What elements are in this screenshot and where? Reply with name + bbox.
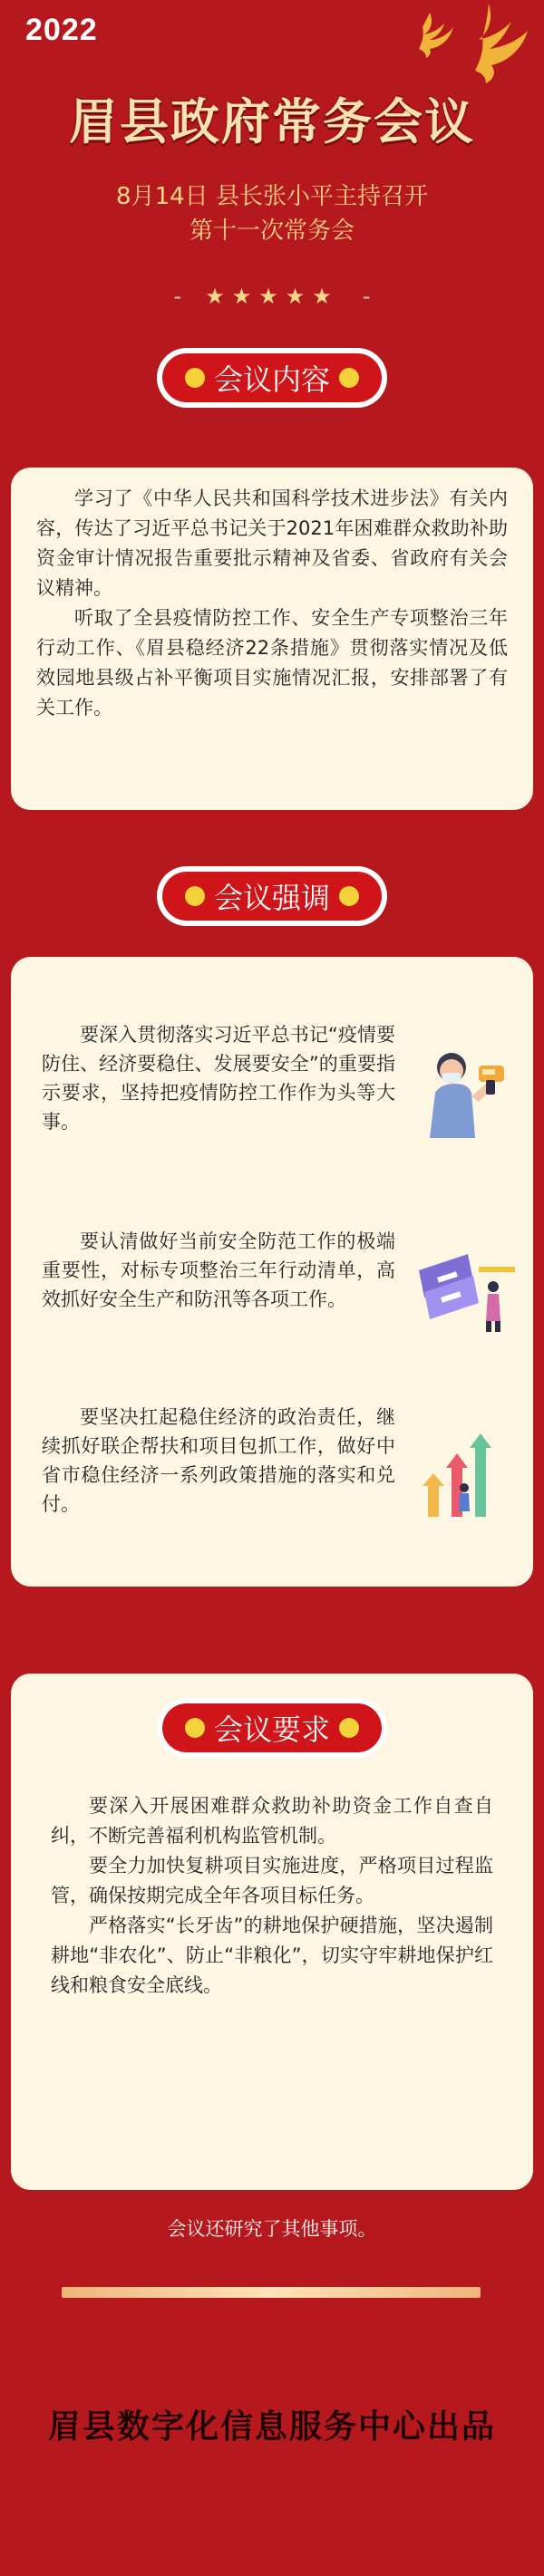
- emphasis-text: 要认清做好当前安全防范工作的极端重要性，对标专项整治三年行动清单，高效抓好安全生产和防汛等各项工作。: [42, 1230, 395, 1310]
- emphasis-text: 要坚决扛起稳住经济的政治责任，继续抓好联企帮扶和项目包抓工作，做好中省市稳住经济一系列政策措施的落实和兑付。: [42, 1406, 395, 1515]
- security-check-illustration-icon: [410, 1245, 519, 1336]
- subtitle: [0, 179, 544, 248]
- dot-icon: [185, 368, 205, 388]
- subtitle-line-1: 8月14日 县长张小平主持召开: [116, 183, 428, 210]
- year-label: 2022: [25, 13, 98, 47]
- emphasis-item: [42, 1403, 395, 1519]
- emphasis-text: 要深入贯彻落实习近平总书记“疫情要防住、经济要稳住、发展要安全”的重要指示要求，坚持把疫情防控工作作为头等大事。: [42, 1024, 395, 1133]
- subtitle-line-2: 第十一次常务会: [189, 217, 355, 245]
- section-heading-emphasis: [157, 866, 387, 926]
- closing-note: 会议还研究了其他事项。: [167, 2218, 377, 2240]
- section-label: 会议内容: [213, 362, 330, 397]
- dot-icon: [339, 368, 359, 388]
- dot-icon: [185, 1718, 205, 1738]
- emphasis-item: [42, 1227, 395, 1314]
- dash-left: -: [173, 284, 182, 309]
- requirements-paragraph: 严格落实“长牙齿”的耕地保护硬措施，坚决遏制耕地“非农化”、防止“非粮化”，切实守牢耕地保护红线和粮食安全底线。: [51, 1915, 493, 1996]
- health-worker-thermometer-icon: [423, 1042, 510, 1140]
- requirements-paragraph: 要全力加快复耕项目实施进度，严格项目过程监管，确保按期完成全年各项目标任务。: [51, 1855, 493, 1906]
- section-label: 会议要求: [213, 1713, 330, 1747]
- growth-arrows-illustration-icon: [415, 1433, 506, 1520]
- emphasis-item: [42, 1020, 395, 1136]
- stars: ★★★★★: [205, 284, 339, 309]
- section-heading-content: [157, 348, 387, 408]
- requirements-paragraph: 要深入开展困难群众救助补助资金工作自查自纠，不断完善福利机构监管机制。: [51, 1795, 493, 1847]
- page-title: 眉县政府常务会议: [69, 93, 475, 150]
- divider-bar: [62, 2287, 481, 2298]
- dot-icon: [185, 886, 205, 906]
- dot-icon: [339, 1718, 359, 1738]
- footer-credit: 眉县数字化信息服务中心出品: [47, 2408, 496, 2446]
- dash-right: -: [362, 284, 371, 309]
- emphasis-card: [11, 957, 533, 1587]
- dot-icon: [339, 886, 359, 906]
- section-label: 会议强调: [213, 881, 330, 915]
- content-paragraph: 听取了全县疫情防控工作、安全生产专项整治三年行动工作、《眉县稳经济22条措施》贯彻落实情况及低效园地县级占补平衡项目实施情况汇报，安排部署了有关工作。: [36, 607, 508, 719]
- content-paragraph: 学习了《中华人民共和国科学技术进步法》有关内容，传达了习近平总书记关于2021年困难群众救助补助资金审计情况报告重要批示精神及省委、省政府有关会议精神。: [36, 487, 508, 599]
- stars-divider: [0, 284, 544, 309]
- content-card: [11, 468, 533, 810]
- section-heading-requirements: [157, 1698, 387, 1758]
